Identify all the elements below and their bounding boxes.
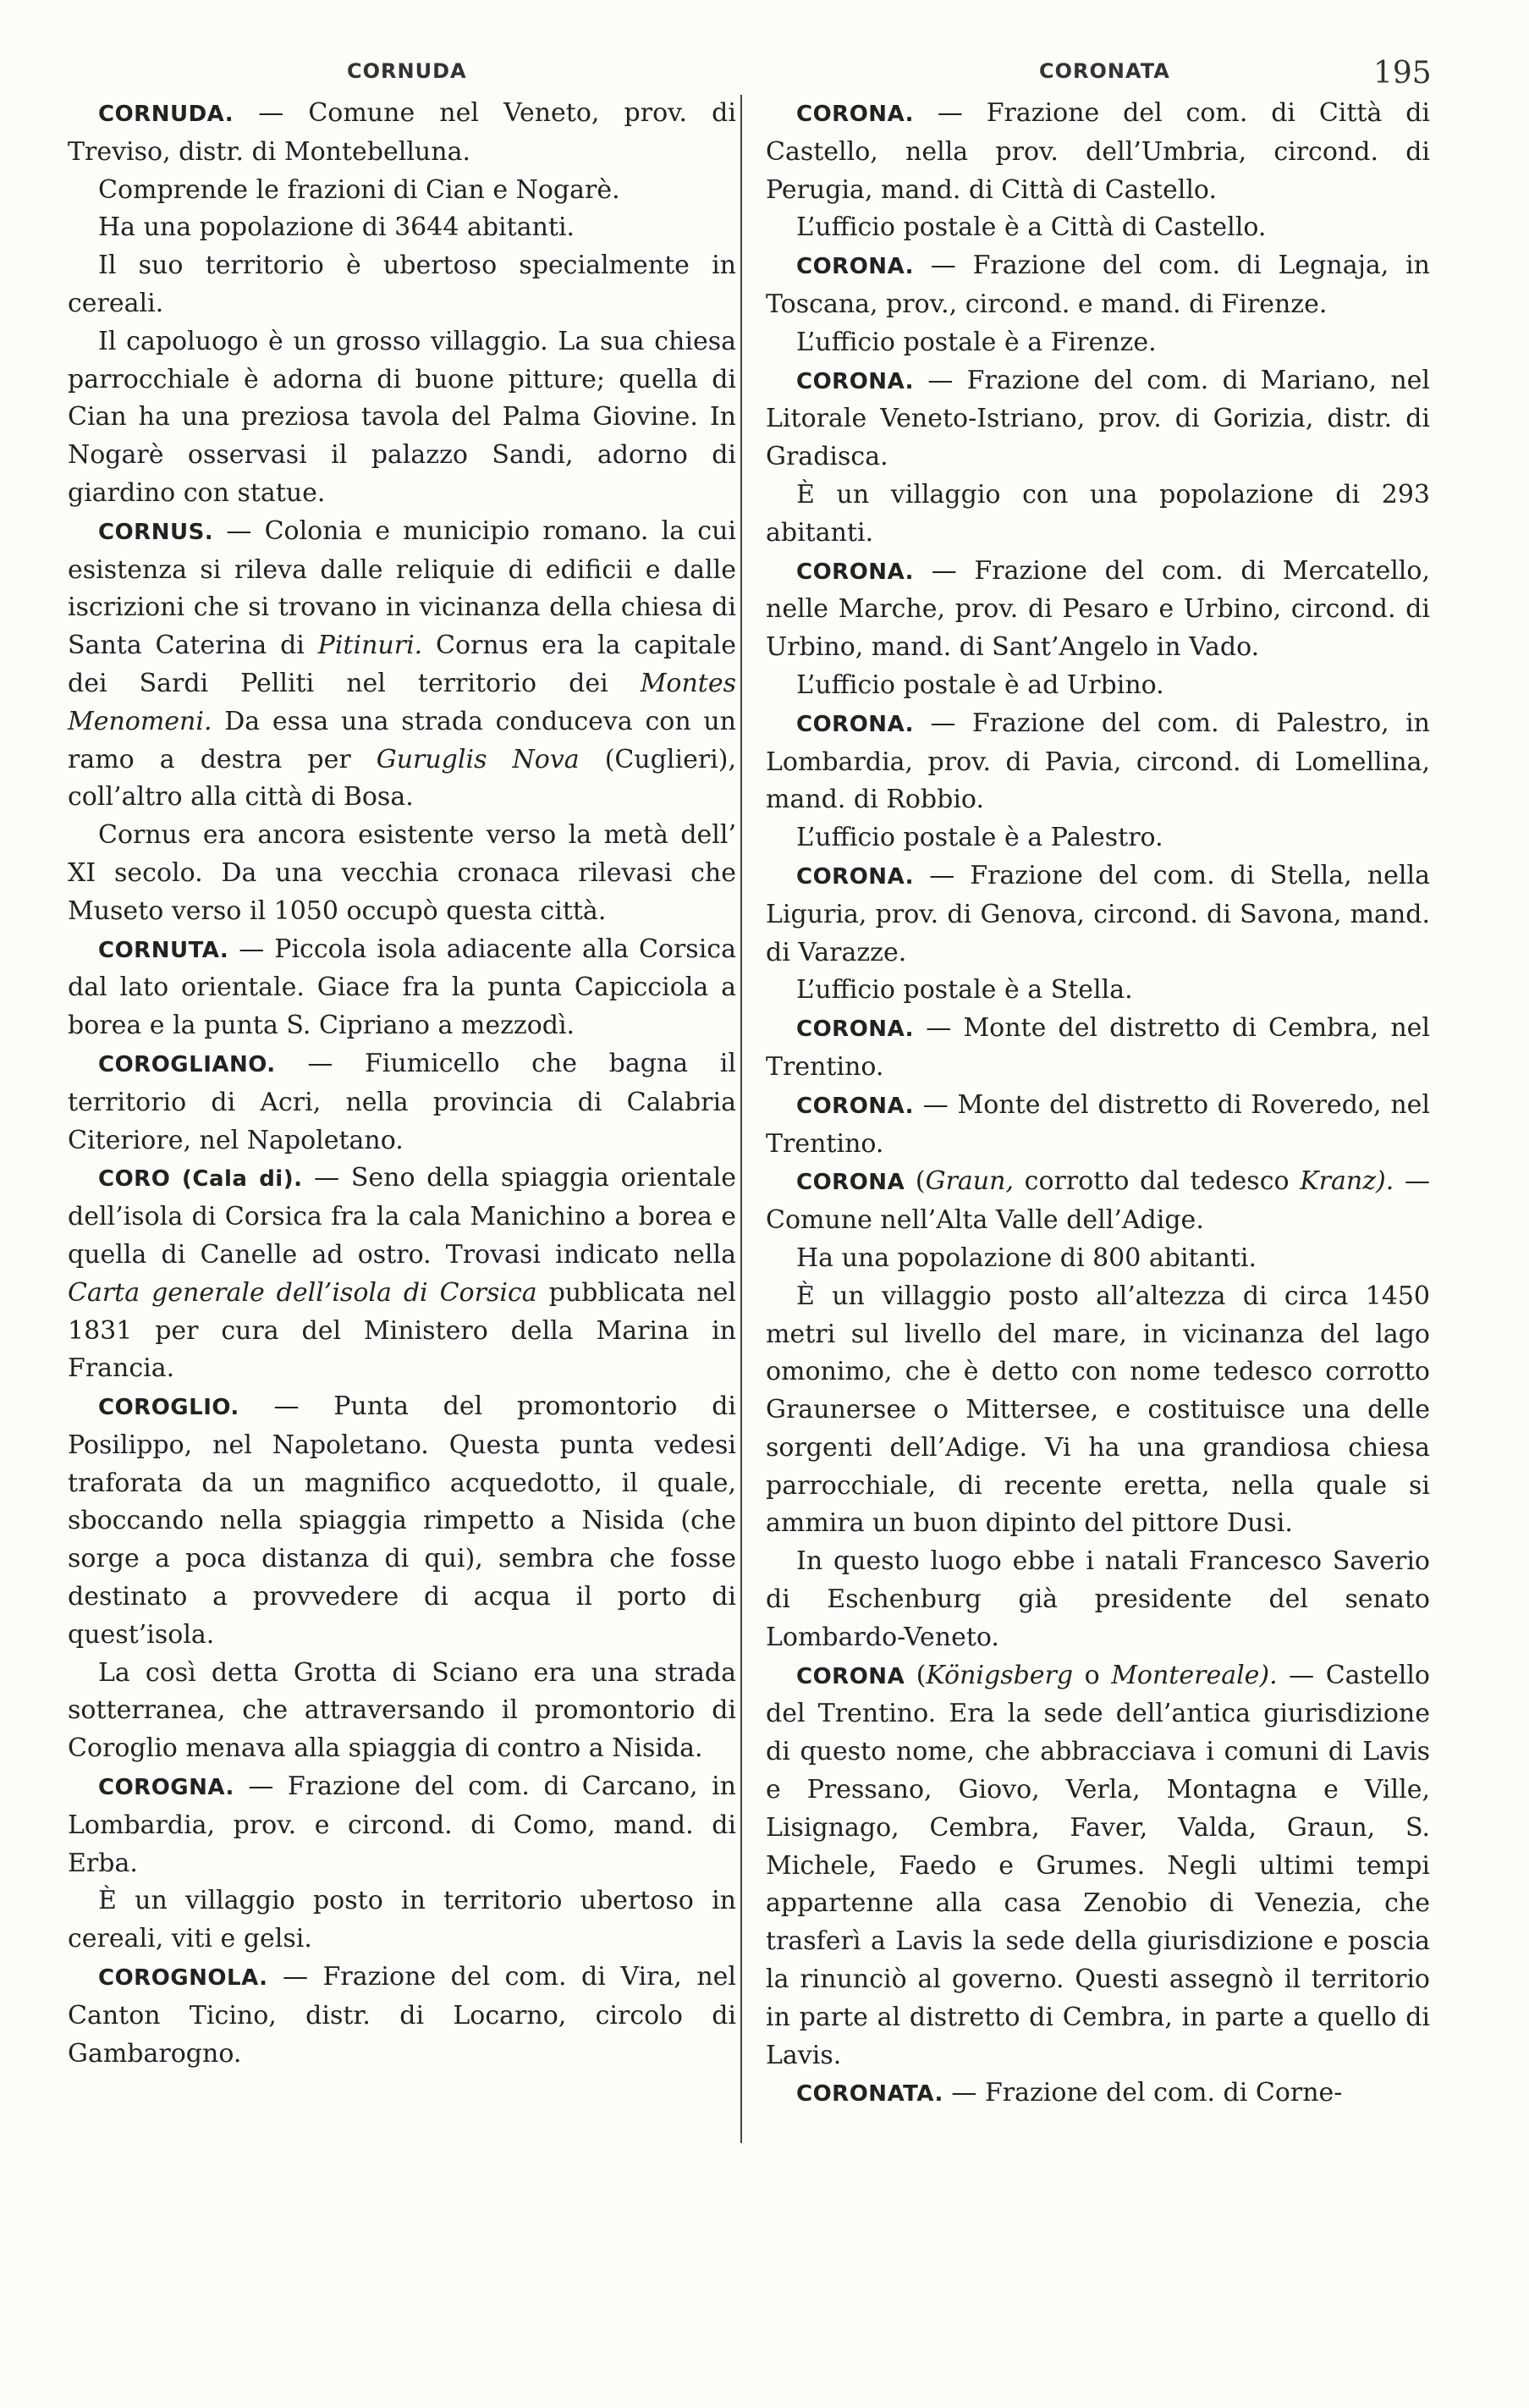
entry-italic: Königsberg [926,1660,1074,1690]
entry-italic: Carta generale dell’isola di Corsica [68,1277,537,1308]
dictionary-entry [68,1388,736,1655]
dictionary-entry [766,1657,1430,2075]
paragraph [68,1655,736,1768]
entry-headword: CORNUS. [98,519,214,545]
entry-headword: CORONA. [796,559,915,585]
entry-text: — Frazione del com. di Carcano, in Lombardia, prov. e circond. di Como, mand. di Erba. [68,1772,736,1878]
entry-italic: Kranz). [1300,1166,1394,1197]
entry-text: — Frazione del com. di Mercatello, nelle Marche, prov. di Pesaro e Urbino, circond. di Urbino, mand. di Sant’Angelo in Vado. [766,555,1430,663]
paragraph [68,247,736,323]
page-number: 195 [1373,56,1432,91]
entry-headword: CORONA. [796,711,915,737]
entry-text: — Monte del distretto di Roveredo, nel Trentino. [766,1089,1430,1159]
dictionary-entry [68,1160,736,1388]
paragraph-text: L’ufficio postale è a Stella. [796,975,1133,1006]
entry-headword: CORONA. [796,1017,915,1043]
paragraph [68,323,736,513]
entry-text: — Castello del Trentino. Era la sede dell’antica giurisdizione di questo nome, che abbracciava i comuni di Lavis e Pressano, Giovo, Verla, Montagna e Ville, Lisignago, Cembra, Faver, Valda, Graun, S. Michele, Faedo e Grumes. Negli ultimi tempi appartenne alla casa Zenobio di Venezia, che trasferì a Lavis la sede della giurisdizione e poscia la rinunciò al governo. Questi assegnò il territorio in parte al distretto di Cembra, in parte a quello di Lavis. [766,1660,1430,2070]
entry-text: Da essa una strada conduceva con un ramo a destra per [68,706,736,774]
dictionary-entry [766,2075,1430,2113]
dictionary-entry [766,362,1430,477]
entry-text: — Colonia e municipio romano. la cui esistenza si rileva dalle reliquie di edificii e dalle iscrizioni che si trovano in vicinanza della chiesa di Santa Caterina di [68,515,736,661]
paragraph [766,209,1430,247]
entry-text: — Frazione del com. di Stella, nella Liguria, prov. di Genova, circond. di Savona, mand. di Varazze. [766,860,1430,967]
entry-text: — Fiumicello che bagna il territorio di Acri, nella provincia di Calabria Citeriore, nel Napoletano. [68,1048,736,1155]
paragraph-text: L’ufficio postale è a Firenze. [796,327,1157,357]
entry-text: — Comune nel Veneto, prov. di Treviso, distr. di Montebelluna. [68,98,736,167]
entry-headword: CORONA. [796,863,915,890]
entry-text: — Frazione del com. di Vira, nel Canton Ticino, distr. di Locarno, circolo di Gambarogno. [68,1962,736,2069]
dictionary-entry [766,1087,1430,1164]
entry-headword: CORONATA. [796,2081,943,2108]
paragraph-text: Ha una popolazione di 800 abitanti. [796,1243,1257,1273]
paragraph-text: Il capoluogo è un grosso villaggio. La sua chiesa parrocchiale è adorna di buone pitture; quella di Cian ha una preziosa tavola del Palma Giovine. In Nogarè osservasi il palazzo Sandi, adorno di giardino con statue. [68,326,736,508]
entry-headword: CORONA [796,1170,905,1196]
entry-headword: CORONA. [796,1093,915,1119]
entry-headword: COROGNA. [98,1775,234,1801]
paragraph-text: La così detta Grotta di Sciano era una strada sotterranea, che attraversando il promontorio di Coroglio menava alla spiaggia di contro a Nisida. [68,1657,736,1764]
paragraph [766,972,1430,1010]
paragraph-text: L’ufficio postale è a Palestro. [796,823,1163,853]
entry-text: Cornus era la capitale dei Sardi Pelliti nel territorio dei [68,631,736,698]
entry-italic: Montereale). [1111,1660,1278,1690]
entry-text: — Piccola isola adiacente alla Corsica dal lato orientale. Giace fra la punta Capicciola a borea e la punta S. Cipriano a mezzodì. [68,934,736,1041]
entry-text: ( [905,1166,926,1197]
right-column [766,95,1430,2113]
entry-text: pubblicata nel 1831 per cura del Ministero della Marina in Francia. [68,1277,736,1384]
paragraph [68,817,736,930]
entry-text: — Punta del promontorio di Posilippo, nel Napoletano. Questa punta vedesi traforata da un magnifico acquedotto, il quale, sboccando nella spiaggia rimpetto a Nisida (che sorge a poca distanza di qui), sembra che fosse destinato a provvedere di acqua il porto di quest’isola. [68,1391,736,1650]
paragraph-text: Ha una popolazione di 3644 abitanti. [98,212,575,243]
entry-text: — Comune nell’Alta Valle dell’Adige. [766,1166,1430,1236]
dictionary-entry [68,513,736,817]
paragraph-text: Comprende le frazioni di Cian e Nogarè. [98,174,620,205]
entry-headword: CORONA. [796,102,915,127]
entry-text: — Frazione del com. di Palestro, in Lombardia, prov. di Pavia, circond. di Lomellina, mand. di Robbio. [766,708,1430,815]
entry-text: — Frazione del com. di Legnaja, in Toscana, prov., circond. e mand. di Firenze. [766,251,1430,319]
paragraph [68,209,736,247]
dictionary-entry [68,1045,736,1160]
dictionary-entry [766,95,1430,209]
entry-italic: Graun, [925,1166,1014,1197]
running-head-right: CORONATA [1039,59,1170,83]
dictionary-entry [68,95,736,172]
entry-headword: CORO (Cala di). [98,1166,303,1193]
entry-headword: CORONA. [796,254,915,280]
paragraph-text: Cornus era ancora esistente verso la metà dell’ XI secolo. Da una vecchia cronaca rilevasi che Museto verso il 1050 occupò questa città. [68,820,736,926]
paragraph [766,1278,1430,1544]
entry-italic: Pitinuri. [317,631,423,661]
paragraph-text: In questo luogo ebbe i natali Francesco Saverio di Eschenburg già presidente del senato Lombardo-Veneto. [766,1546,1430,1652]
dictionary-entry [766,553,1430,667]
entry-text: — Frazione del com. di Corne- [943,2078,1343,2108]
dictionary-entry [766,857,1430,972]
entry-headword: CORONA [796,1663,905,1689]
dictionary-entry [68,1959,736,2073]
paragraph [68,172,736,210]
dictionary-entry [68,931,736,1045]
dictionary-entry [766,247,1430,324]
paragraph [766,667,1430,705]
dictionary-entry [766,1010,1430,1087]
entry-text: — Frazione del com. di Città di Castello, nella prov. dell’Umbria, circond. di Perugia, mand. di Città di Castello. [766,98,1430,205]
paragraph-text: È un villaggio posto all’altezza di circa 1450 metri sul livello del mare, in vicinanza del lago omonimo, che è detto con nome tedesco corrotto Graunersee o Mittersee, e costituisce una delle sorgenti dell’Adige. Vi ha una grandiosa chiesa parrocchiale, di recente eretta, nella quale si ammira un buon dipinto del pittore Dusi. [766,1281,1430,1539]
running-head-left: CORNUDA [347,59,467,83]
entry-headword: CORNUTA. [98,937,229,963]
paragraph [766,1543,1430,1656]
dictionary-entry [68,1768,736,1882]
entry-text: (Cuglieri), coll’altro alla città di Bosa. [68,744,737,813]
entry-italic: Montes Menomeni. [68,668,736,736]
entry-headword: CORONA. [796,368,915,394]
entry-text: ( [905,1660,927,1690]
entry-italic: Guruglis Nova [376,744,580,774]
entry-text: — Frazione del com. di Mariano, nel Litorale Veneto-Istriano, prov. di Gorizia, distr. di Gradisca. [766,365,1430,472]
entry-text: — Monte del distretto di Cembra, nel Trentino. [766,1013,1430,1082]
paragraph-text: L’ufficio postale è a Città di Castello. [796,212,1267,243]
paragraph [766,324,1430,362]
entry-headword: COROGLIANO. [98,1051,276,1077]
paragraph [68,1882,736,1959]
left-column [68,95,736,2073]
entry-text: o [1073,1660,1112,1690]
entry-headword: COROGNOLA. [98,1965,268,1992]
paragraph [766,819,1430,857]
paragraph-text: È un villaggio con una popolazione di 293 abitanti. [766,479,1430,548]
paragraph-text: Il suo territorio è ubertoso specialmente in cereali. [68,251,736,318]
dictionary-entry [766,1163,1430,1240]
paragraph-text: L’ufficio postale è ad Urbino. [796,670,1164,700]
paragraph-text: È un villaggio posto in territorio ubertoso in cereali, viti e gelsi. [68,1886,736,1954]
paragraph [766,477,1430,553]
entry-text: corrotto dal tedesco [1013,1166,1301,1197]
dictionary-entry [766,705,1430,819]
entry-headword: CORNUDA. [98,102,234,127]
entry-text: — Seno della spiaggia orientale dell’isola di Corsica fra la cala Manichino a borea e quella di Canelle ad ostro. Trovasi indicato nella [68,1163,736,1270]
entry-headword: COROGLIO. [98,1395,239,1421]
paragraph [766,1240,1430,1278]
column-divider [740,95,742,2143]
